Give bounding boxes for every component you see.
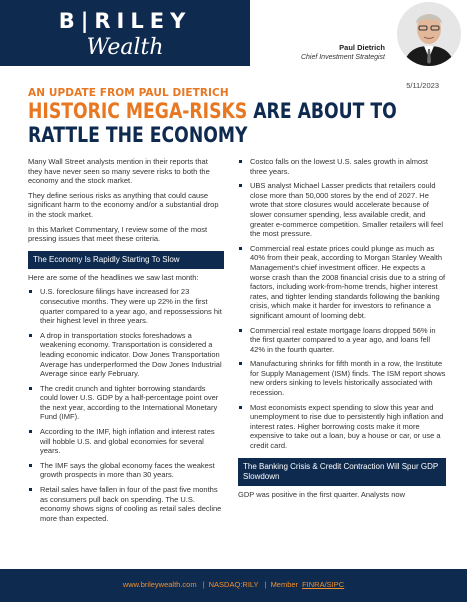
- section-lead: Here are some of the headlines we saw last month:: [28, 272, 199, 282]
- list-item: UBS analyst Michael Lasser predicts that retailers could close more than 50,000 stores by the end of 2027. He wrote that store closures would accelerate because of slower consumer spending, less available credit, and greater e-commerce competition. Smaller retailers will feel the most pressure.: [238, 181, 446, 239]
- list-item: A drop in transportation stocks foreshadows a weakening economy. Transportation is considered a leading economic indicator. Dow Jones Transportation Average has underperformed the Dow Jones Industrial Average since early February.: [28, 331, 224, 379]
- list-item: Commercial real estate prices could plunge as much as 40% from their peak, according to Morgan Stanley Wealth Management's chief investment officer. He expects a worse crash than the 2008 financial crisis due to a string of factors, including work-from-home trends, higher interest rates, and tighter lending standards following the banking crisis, which make it harder for investors to refinance a significant amount of looming debt.: [238, 244, 446, 321]
- section-heading: The Economy Is Rapidly Starting To Slow: [28, 251, 224, 269]
- list-item: Costco falls on the lowest U.S. sales growth in almost three years.: [238, 157, 446, 176]
- separator: |: [202, 580, 205, 589]
- brand-name: B|RILEY: [58, 9, 192, 33]
- list-item: Commercial real estate mortgage loans dropped 56% in the first quarter compared to a year ago, and loans fell 42% in the fourth quarter.: [238, 326, 446, 355]
- author-portrait: [397, 2, 461, 66]
- list-item: The IMF says the global economy faces the weakest growth prospects in more than 30 years.: [28, 461, 224, 480]
- list-item: According to the IMF, high inflation and interest rates will hobble U.S. and global economies for several years.: [28, 427, 224, 456]
- footer-text: [0, 580, 467, 589]
- right-column: [238, 157, 446, 504]
- section-lead: GDP was positive in the first quarter. Analysts now: [238, 489, 406, 499]
- list-item: Retail sales have fallen in four of the past five months as consumers pull back on spending. The U.S. economy shows signs of cooling as retail sales decline more than expected.: [28, 485, 224, 523]
- headline-rest: ARE ABOUT TO RATTLE THE ECONOMY: [28, 99, 397, 147]
- page-footer: [0, 569, 467, 602]
- left-column: [28, 157, 224, 528]
- bullet-list: [238, 157, 446, 451]
- author-title: Chief Investment Strategist: [300, 54, 385, 61]
- separator: |: [264, 580, 267, 589]
- publication-date: 5/11/2023: [406, 81, 439, 90]
- website-link[interactable]: www.brileywealth.com: [122, 580, 197, 589]
- intro-paragraph: In this Market Commentary, I review some of the most pressing issues that meet these criteria.: [28, 224, 208, 244]
- section-heading: The Banking Crisis & Credit Contraction Will Spur GDP Slowdown: [238, 458, 446, 486]
- bullet-list: [28, 287, 224, 523]
- page-title: [28, 99, 438, 147]
- list-item: Manufacturing shrinks for fifth month in a row, the Institute for Supply Management (ISM) finds. The ISM report shows new orders sinking to levels historically associated with recession.: [238, 359, 446, 397]
- author-name: Paul Dietrich: [339, 43, 385, 52]
- brand-subtitle: Wealth: [86, 35, 164, 60]
- finra-sipc-link[interactable]: FINRA/SIPC: [302, 580, 345, 589]
- list-item: Most economists expect spending to slow this year and unemployment to rise due to persistently high inflation and interest rates. Higher borrowing costs make it more expensive to take out a loan, buy a house or car, or use a credit card.: [238, 403, 446, 451]
- list-item: The credit crunch and tighter borrowing standards could lower U.S. GDP by a half-percentage point over the next year, according to the International Monetary Fund (IMF).: [28, 384, 224, 422]
- intro-paragraph: They define serious risks as anything that could cause significant harm to the economy and/or a substantial drop in the stock market.: [28, 190, 219, 219]
- list-item: U.S. foreclosure filings have increased for 23 consecutive months. They were up 22% in the first quarter compared to a year ago, and repossessions hit their highest level in three years.: [28, 287, 224, 325]
- page-header: [0, 0, 467, 80]
- ticker: NASDAQ:RILY: [208, 580, 259, 589]
- headline-accent: HISTORIC MEGA-RISKS: [28, 99, 248, 123]
- kicker: AN UPDATE FROM PAUL DIETRICH: [28, 87, 229, 99]
- brand-logo: [0, 0, 250, 66]
- member-label: Member: [270, 580, 299, 589]
- intro-paragraph: Many Wall Street analysts mention in their reports that they have never seen so many severe risks to both the economy and the stock market.: [28, 157, 210, 186]
